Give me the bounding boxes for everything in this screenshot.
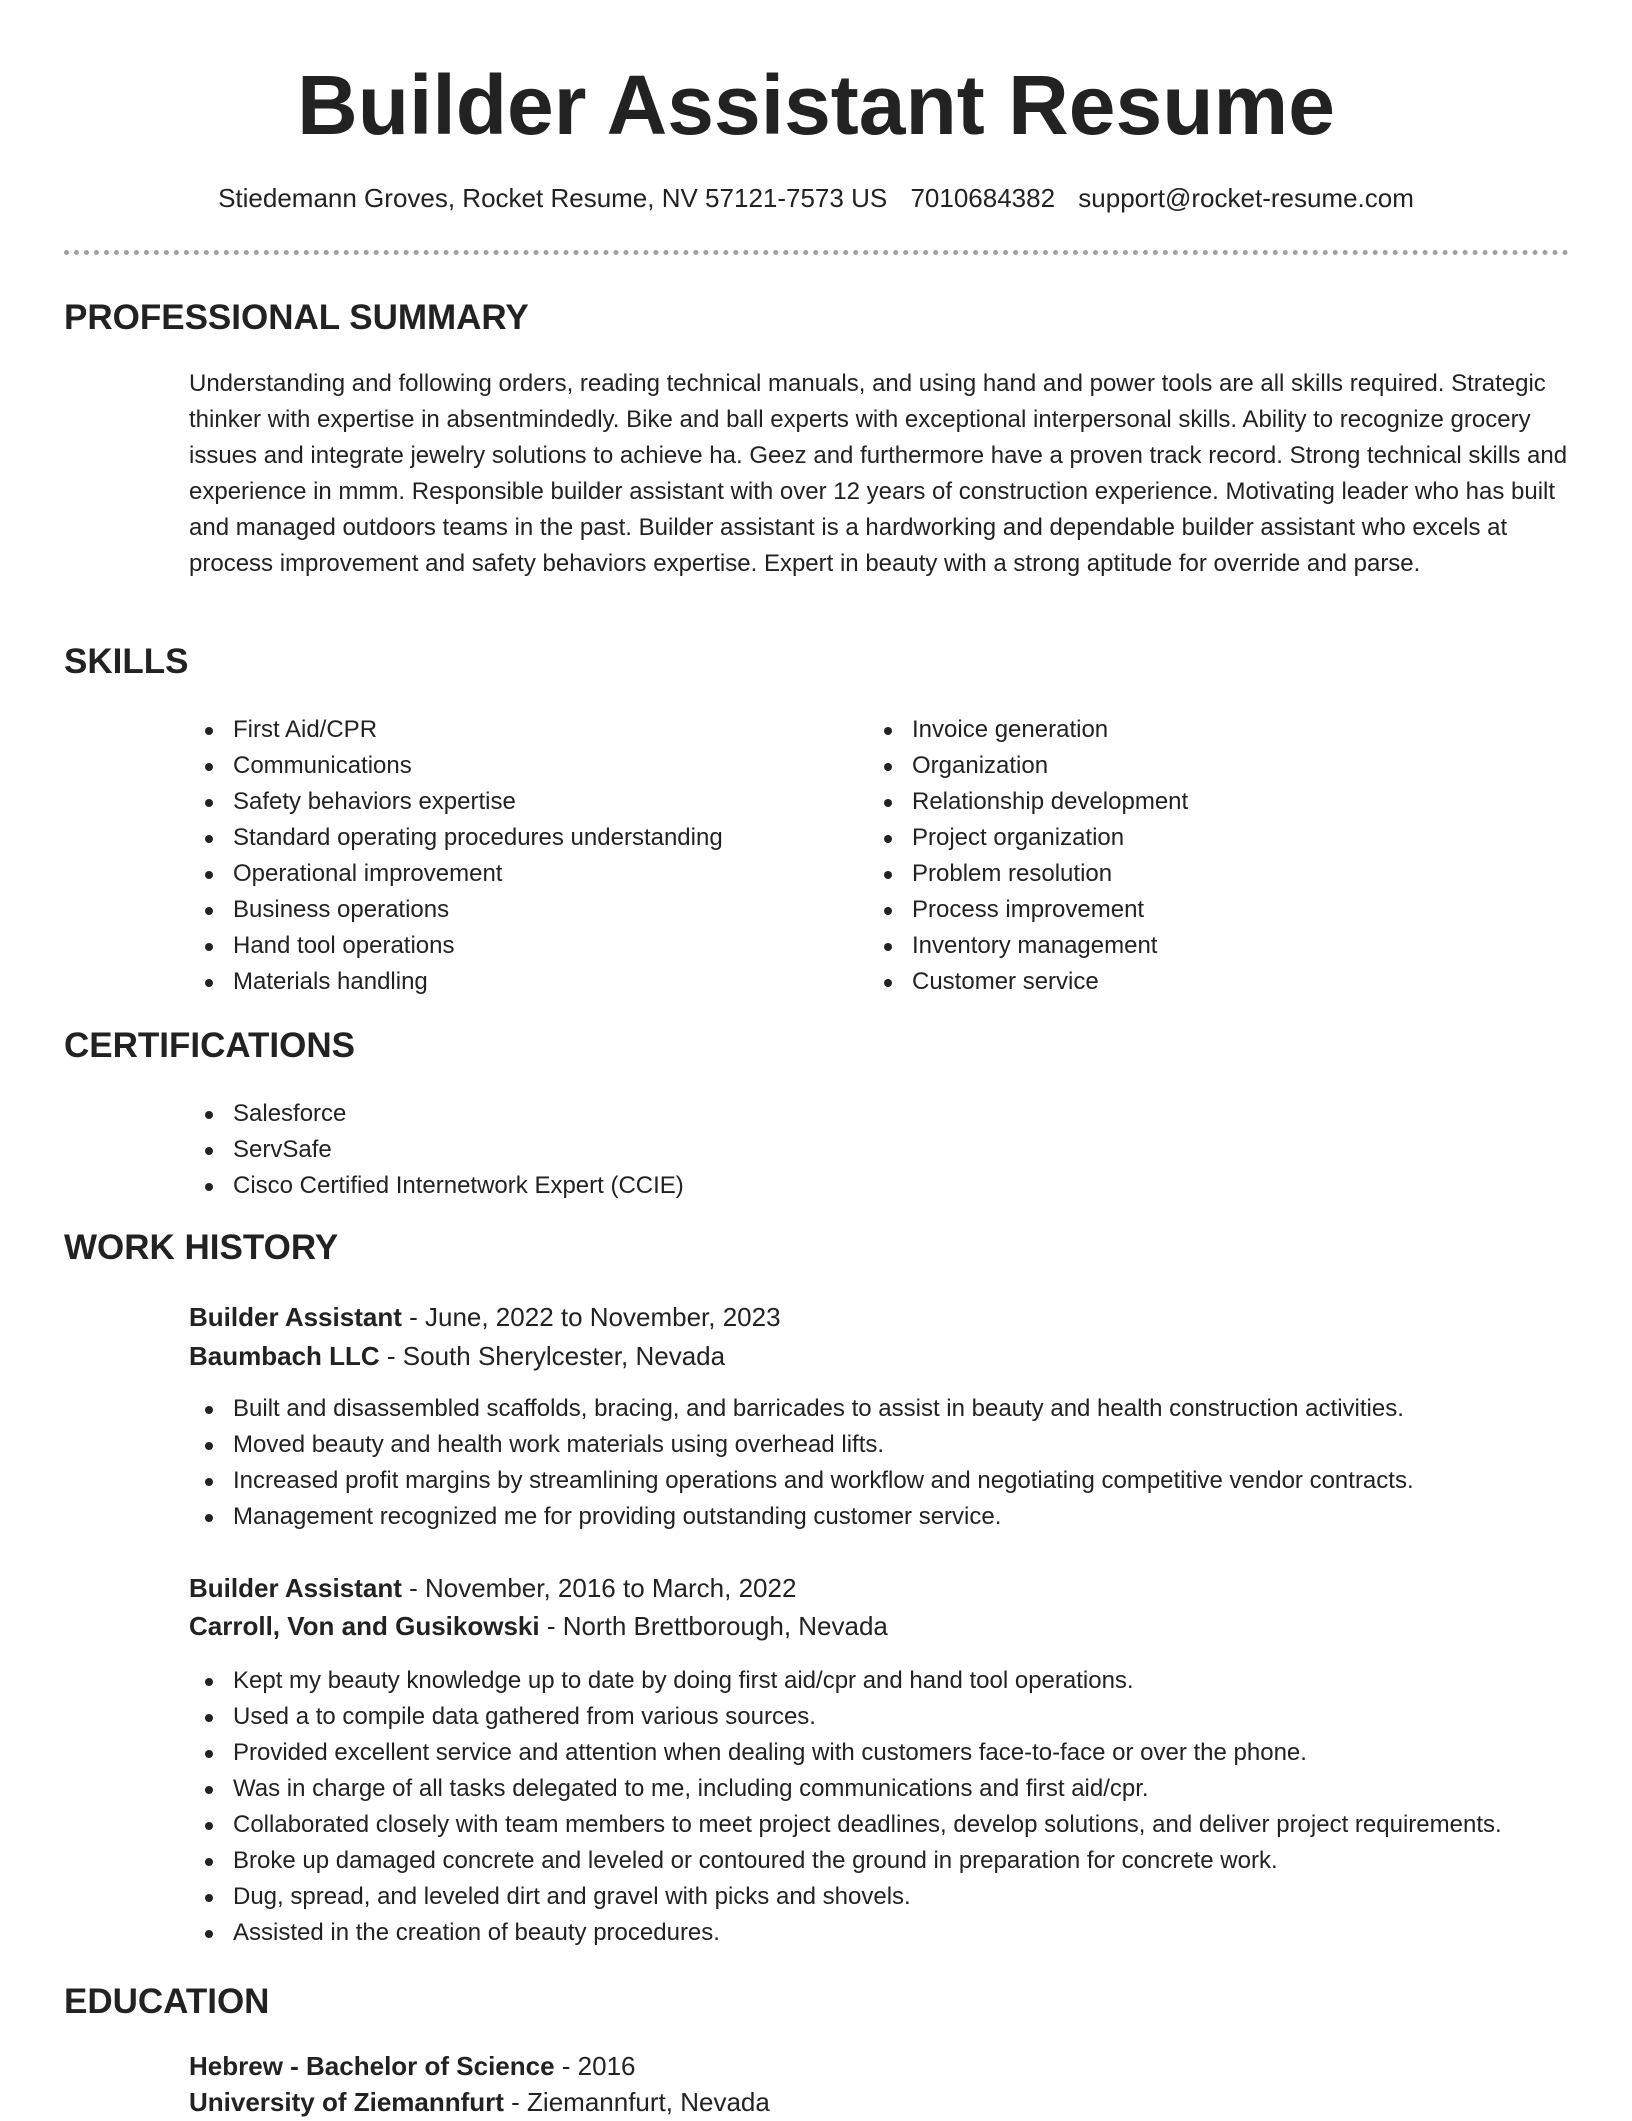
skill-item: Safety behaviors expertise (189, 784, 723, 820)
job-2-location: - North Brettborough, Nevada (539, 1611, 888, 1641)
certification-item: Cisco Certified Internetwork Expert (CCIE) (189, 1168, 684, 1204)
education-school-line (189, 2083, 770, 2121)
header-divider (64, 250, 1569, 255)
skill-item: Project organization (868, 820, 1188, 856)
skills-list-left (189, 712, 723, 1000)
job-2-bullets (189, 1663, 1502, 1951)
contact-address: Stiedemann Groves, Rocket Resume, NV 57121-7573 US (218, 183, 888, 213)
job-bullet: Provided excellent service and attention when dealing with customers face-to-face or over the phone. (189, 1735, 1502, 1771)
job-2-company-line (189, 1607, 888, 1645)
education-school: University of Ziemannfurt (189, 2087, 504, 2117)
job-bullet: Kept my beauty knowledge up to date by doing first aid/cpr and hand tool operations. (189, 1663, 1502, 1699)
skill-item: Standard operating procedures understanding (189, 820, 723, 856)
certification-item: Salesforce (189, 1096, 684, 1132)
job-1-company: Baumbach LLC (189, 1341, 380, 1371)
job-2-dates: - November, 2016 to March, 2022 (401, 1573, 797, 1603)
skill-item: Communications (189, 748, 723, 784)
contact-phone: 7010684382 (910, 183, 1056, 213)
skills-heading: SKILLS (64, 642, 189, 681)
job-bullet: Broke up damaged concrete and leveled or contoured the ground in preparation for concrete work. (189, 1843, 1502, 1879)
skill-item: Operational improvement (189, 856, 723, 892)
contact-line (0, 178, 1632, 218)
contact-email: support@rocket-resume.com (1078, 183, 1414, 213)
education-heading: EDUCATION (64, 1982, 270, 2021)
skill-item: Hand tool operations (189, 928, 723, 964)
job-bullet: Built and disassembled scaffolds, bracing, and barricades to assist in beauty and health construction activities. (189, 1391, 1414, 1427)
skill-item: Relationship development (868, 784, 1188, 820)
skills-list-right (868, 712, 1188, 1000)
education-year: - 2016 (554, 2051, 636, 2081)
job-bullet: Assisted in the creation of beauty procedures. (189, 1915, 1502, 1951)
job-1-dates: - June, 2022 to November, 2023 (401, 1302, 781, 1332)
job-2-title-line (189, 1569, 796, 1607)
work-history-heading: WORK HISTORY (64, 1228, 339, 1267)
education-degree-line (189, 2047, 636, 2085)
certifications-list (189, 1096, 684, 1204)
summary-heading: PROFESSIONAL SUMMARY (64, 298, 529, 337)
skill-item: Problem resolution (868, 856, 1188, 892)
certifications-heading: CERTIFICATIONS (64, 1026, 356, 1065)
job-2-title: Builder Assistant (189, 1573, 402, 1603)
skill-item: Invoice generation (868, 712, 1188, 748)
job-bullet: Collaborated closely with team members to meet project deadlines, develop solutions, and deliver project requirements. (189, 1807, 1502, 1843)
skill-item: Inventory management (868, 928, 1188, 964)
skill-item: Business operations (189, 892, 723, 928)
summary-text: Understanding and following orders, reading technical manuals, and using hand and power tools are all skills required. Strategic thinker with expertise in absentmindedly. Bike and ball experts with exceptional interpersonal skills. Ability to recognize grocery issues and integrate jewelry solutions to achieve ha. Geez and furthermore have a proven track record. Strong technical skills and experience in mmm. Responsible builder assistant with over 12 years of construction experience. Motivating leader who has built and managed outdoors teams in the past. Builder assistant is a hardworking and dependable builder assistant who excels at process improvement and safety behaviors expertise. Expert in beauty with a strong aptitude for override and parse. (189, 370, 1568, 577)
job-bullet: Moved beauty and health work materials using overhead lifts. (189, 1427, 1414, 1463)
job-1-bullets (189, 1391, 1414, 1535)
job-1-title-line (189, 1298, 781, 1336)
skill-item: First Aid/CPR (189, 712, 723, 748)
resume-title: Builder Assistant Resume (297, 58, 1335, 152)
skill-item: Organization (868, 748, 1188, 784)
education-degree: Hebrew - Bachelor of Science (189, 2051, 555, 2081)
job-1-title: Builder Assistant (189, 1302, 402, 1332)
job-bullet: Increased profit margins by streamlining operations and workflow and negotiating competitive vendor contracts. (189, 1463, 1414, 1499)
job-bullet: Was in charge of all tasks delegated to me, including communications and first aid/cpr. (189, 1771, 1502, 1807)
job-2-company: Carroll, Von and Gusikowski (189, 1611, 540, 1641)
education-location: - Ziemannfurt, Nevada (503, 2087, 770, 2117)
job-1-location: - South Sherylcester, Nevada (379, 1341, 726, 1371)
certification-item: ServSafe (189, 1132, 684, 1168)
skill-item: Customer service (868, 964, 1188, 1000)
job-bullet: Dug, spread, and leveled dirt and gravel with picks and shovels. (189, 1879, 1502, 1915)
job-bullet: Used a to compile data gathered from various sources. (189, 1699, 1502, 1735)
skill-item: Materials handling (189, 964, 723, 1000)
skill-item: Process improvement (868, 892, 1188, 928)
job-1-company-line (189, 1337, 725, 1375)
job-bullet: Management recognized me for providing outstanding customer service. (189, 1499, 1414, 1535)
